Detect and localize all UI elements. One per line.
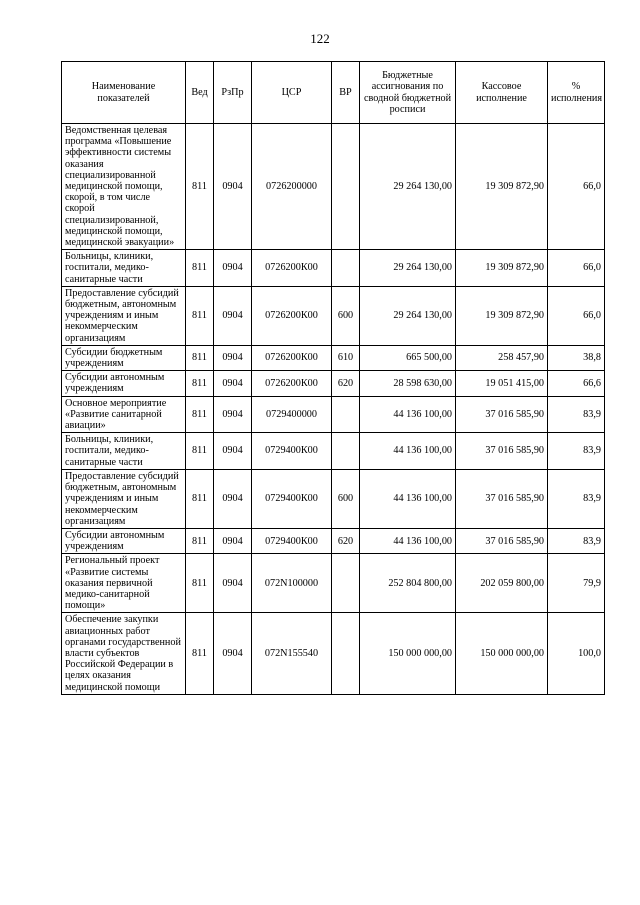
row-budget: 44 136 100,00 (360, 396, 456, 433)
page-number: 122 (310, 31, 330, 46)
table-body (62, 124, 605, 695)
row-name: Субсидии автономным учреждениям (62, 528, 186, 553)
table-row (62, 554, 605, 613)
table-row (62, 528, 605, 553)
row-budget: 44 136 100,00 (360, 433, 456, 470)
row-budget: 665 500,00 (360, 345, 456, 370)
row-vr (332, 250, 360, 287)
row-vr: 600 (332, 286, 360, 345)
row-budget: 29 264 130,00 (360, 286, 456, 345)
row-csr: 0729400000 (252, 396, 332, 433)
row-rzpr: 0904 (214, 371, 252, 396)
row-rzpr: 0904 (214, 469, 252, 528)
table-row (62, 124, 605, 250)
row-rzpr: 0904 (214, 250, 252, 287)
budget-table (61, 61, 605, 695)
row-csr: 0726200000 (252, 124, 332, 250)
row-percent: 83,9 (548, 433, 605, 470)
row-vr: 620 (332, 528, 360, 553)
row-csr: 0726200К00 (252, 286, 332, 345)
row-name: Больницы, клиники, госпитали, медико-санитарные части (62, 433, 186, 470)
row-vr: 600 (332, 469, 360, 528)
row-name: Больницы, клиники, госпитали, медико-санитарные части (62, 250, 186, 287)
row-csr: 0729400К00 (252, 528, 332, 553)
row-budget: 44 136 100,00 (360, 528, 456, 553)
row-rzpr: 0904 (214, 345, 252, 370)
table-header-row (62, 62, 605, 124)
row-rzpr: 0904 (214, 396, 252, 433)
table-row (62, 613, 605, 694)
row-csr: 0726200К00 (252, 371, 332, 396)
row-percent: 66,0 (548, 286, 605, 345)
row-budget: 150 000 000,00 (360, 613, 456, 694)
row-cash: 202 059 800,00 (456, 554, 548, 613)
row-name: Предоставление субсидий бюджетным, автономным учреждениям и иным некоммерческим организациям (62, 469, 186, 528)
row-csr: 0726200К00 (252, 345, 332, 370)
row-budget: 29 264 130,00 (360, 124, 456, 250)
row-vr (332, 124, 360, 250)
row-ved: 811 (186, 124, 214, 250)
row-name: Ведомственная целевая программа «Повышение эффективности системы оказания специализированной медицинской помощи, скорой, в том числе скорой специализированной, медицинской помощи, медицинской эвакуации» (62, 124, 186, 250)
row-budget: 28 598 630,00 (360, 371, 456, 396)
row-vr (332, 433, 360, 470)
header-name: Наименование показателей (62, 62, 186, 124)
row-percent: 66,0 (548, 250, 605, 287)
table-row (62, 371, 605, 396)
header-budget: Бюджетные ассигнования по сводной бюджетной росписи (360, 62, 456, 124)
row-cash: 19 309 872,90 (456, 124, 548, 250)
row-vr: 610 (332, 345, 360, 370)
row-cash: 258 457,90 (456, 345, 548, 370)
row-rzpr: 0904 (214, 124, 252, 250)
row-csr: 0729400К00 (252, 433, 332, 470)
row-percent: 83,9 (548, 469, 605, 528)
row-ved: 811 (186, 371, 214, 396)
header-rzpr: РзПр (214, 62, 252, 124)
row-percent: 100,0 (548, 613, 605, 694)
row-percent: 38,8 (548, 345, 605, 370)
table-row (62, 345, 605, 370)
row-cash: 19 051 415,00 (456, 371, 548, 396)
row-name: Обеспечение закупки авиационных работ органами государственной власти субъектов Российской Федерации в целях оказания медицинской помощи (62, 613, 186, 694)
header-ved: Вед (186, 62, 214, 124)
row-cash: 19 309 872,90 (456, 286, 548, 345)
row-cash: 37 016 585,90 (456, 396, 548, 433)
row-cash: 150 000 000,00 (456, 613, 548, 694)
table-row (62, 469, 605, 528)
row-name: Субсидии бюджетным учреждениям (62, 345, 186, 370)
table-row (62, 286, 605, 345)
row-vr (332, 613, 360, 694)
row-name: Региональный проект «Развитие системы оказания первичной медико-санитарной помощи» (62, 554, 186, 613)
row-ved: 811 (186, 286, 214, 345)
header-csr: ЦСР (252, 62, 332, 124)
row-vr: 620 (332, 371, 360, 396)
row-ved: 811 (186, 250, 214, 287)
row-percent: 79,9 (548, 554, 605, 613)
row-name: Субсидии автономным учреждениям (62, 371, 186, 396)
row-percent: 66,6 (548, 371, 605, 396)
row-percent: 83,9 (548, 528, 605, 553)
row-cash: 37 016 585,90 (456, 469, 548, 528)
row-ved: 811 (186, 433, 214, 470)
row-budget: 44 136 100,00 (360, 469, 456, 528)
row-budget: 252 804 800,00 (360, 554, 456, 613)
row-percent: 83,9 (548, 396, 605, 433)
row-vr (332, 396, 360, 433)
row-rzpr: 0904 (214, 286, 252, 345)
row-ved: 811 (186, 345, 214, 370)
row-cash: 37 016 585,90 (456, 528, 548, 553)
row-ved: 811 (186, 469, 214, 528)
row-csr: 072N100000 (252, 554, 332, 613)
header-vr: ВР (332, 62, 360, 124)
row-budget: 29 264 130,00 (360, 250, 456, 287)
row-rzpr: 0904 (214, 433, 252, 470)
table-row (62, 396, 605, 433)
row-name: Предоставление субсидий бюджетным, автономным учреждениям и иным некоммерческим организациям (62, 286, 186, 345)
row-cash: 19 309 872,90 (456, 250, 548, 287)
row-percent: 66,0 (548, 124, 605, 250)
row-rzpr: 0904 (214, 613, 252, 694)
row-rzpr: 0904 (214, 528, 252, 553)
table-row (62, 433, 605, 470)
header-percent: % исполнения (548, 62, 605, 124)
table-row (62, 250, 605, 287)
row-ved: 811 (186, 528, 214, 553)
row-ved: 811 (186, 613, 214, 694)
row-ved: 811 (186, 554, 214, 613)
row-rzpr: 0904 (214, 554, 252, 613)
row-cash: 37 016 585,90 (456, 433, 548, 470)
row-ved: 811 (186, 396, 214, 433)
row-csr: 0729400К00 (252, 469, 332, 528)
row-name: Основное мероприятие «Развитие санитарной авиации» (62, 396, 186, 433)
header-cash: Кассовое исполнение (456, 62, 548, 124)
row-csr: 072N155540 (252, 613, 332, 694)
row-vr (332, 554, 360, 613)
row-csr: 0726200К00 (252, 250, 332, 287)
